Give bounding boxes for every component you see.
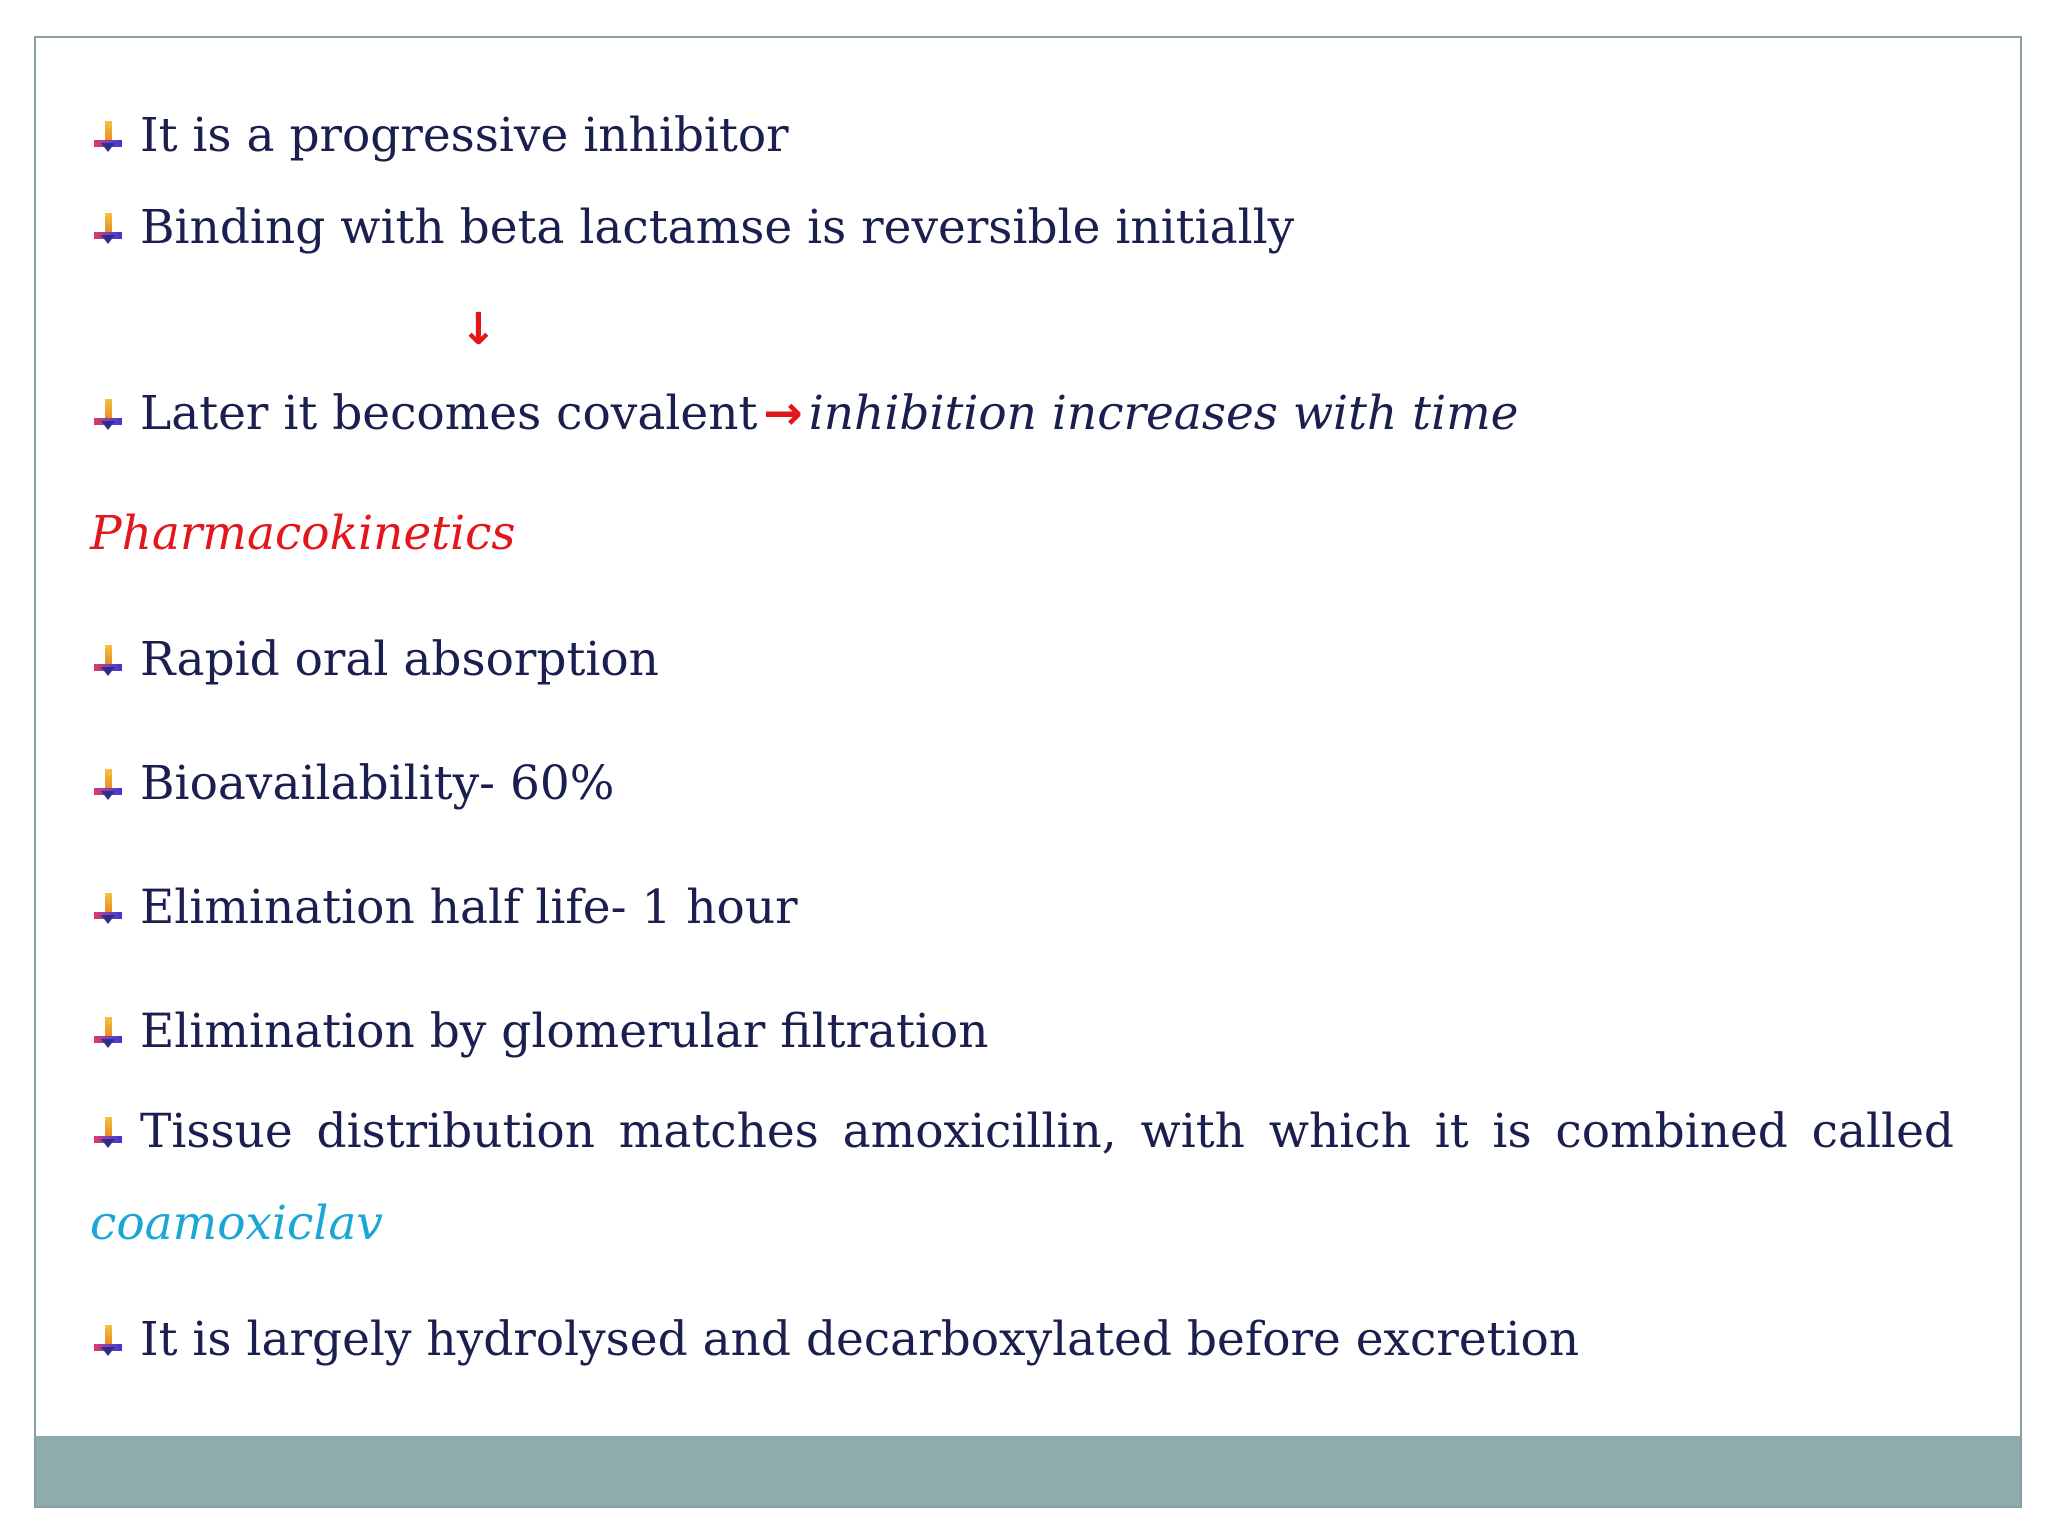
bullet-item-2 bbox=[90, 198, 1954, 258]
arrow-bullet-icon bbox=[90, 645, 126, 679]
arrow-bullet-icon bbox=[90, 121, 126, 155]
arrow-bullet-icon bbox=[90, 213, 126, 247]
down-arrow-icon: ↓ bbox=[460, 304, 497, 355]
arrow-bullet-icon bbox=[90, 769, 126, 803]
bullet-text: It is a progressive inhibitor bbox=[140, 108, 789, 163]
bullet-text: Bioavailability- 60% bbox=[140, 756, 615, 811]
bullet-text: Rapid oral absorption bbox=[140, 632, 659, 687]
bullet-item-5 bbox=[90, 754, 1954, 814]
arrow-bullet-icon bbox=[90, 1017, 126, 1051]
bullet-text: Binding with beta lactamse is reversible initially bbox=[140, 200, 1295, 255]
bullet-item-7 bbox=[90, 1002, 1954, 1062]
bullet-item-9 bbox=[90, 1310, 1954, 1370]
arrow-bullet-icon bbox=[90, 893, 126, 927]
bullet-item-3 bbox=[90, 384, 1954, 444]
bullet-item-1 bbox=[90, 106, 1954, 166]
section-heading: Pharmacokinetics bbox=[90, 506, 516, 561]
bullet-item-6 bbox=[90, 878, 1954, 938]
bullet-text: Tissue distribution matches amoxicillin, with which it is combined called bbox=[140, 1104, 1954, 1159]
bullet-text: It is largely hydrolysed and decarboxylated before excretion bbox=[140, 1312, 1580, 1367]
right-arrow-icon: → bbox=[763, 386, 803, 441]
footer-band bbox=[36, 1436, 2020, 1506]
bullet-item-8 bbox=[90, 1102, 1954, 1162]
bullet-text-italic: inhibition increases with time bbox=[808, 386, 1519, 441]
bullet-text: Later it becomes covalent bbox=[140, 386, 758, 441]
bullet-item-4 bbox=[90, 630, 1954, 690]
bullet-text: Elimination half life- 1 hour bbox=[140, 880, 798, 935]
arrow-bullet-icon bbox=[90, 1117, 126, 1151]
slide bbox=[34, 36, 2022, 1508]
bullet-text: Elimination by glomerular filtration bbox=[140, 1004, 989, 1059]
arrow-bullet-icon bbox=[90, 1325, 126, 1359]
arrow-bullet-icon bbox=[90, 399, 126, 433]
bullet-item-8-continuation: coamoxiclav bbox=[90, 1196, 383, 1251]
